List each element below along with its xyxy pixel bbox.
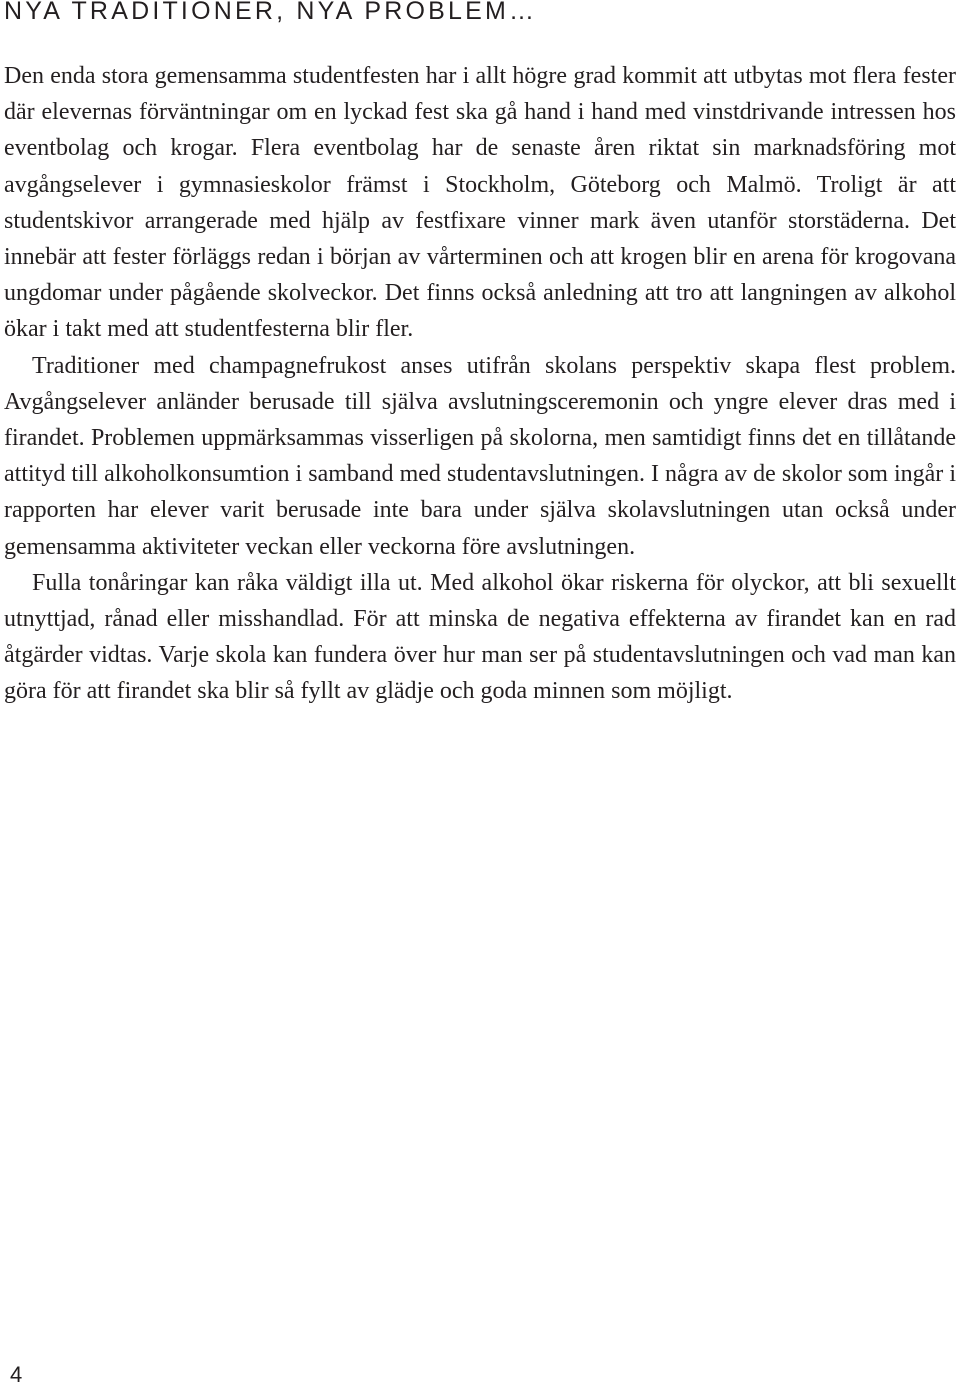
paragraph: Den enda stora gemensamma studentfesten har i allt högre grad kommit att utbytas mot flera fester där elevernas förväntningar om en lyckad fest ska gå hand i hand med vinstdrivande intressen hos eventbolag och krogar. Flera eventbolag har de senaste åren riktat sin marknadsföring mot avgångselever i gymnasieskolor främst i Stockholm, Göteborg och Malmö. Troligt är att studentskivor arrangerade med hjälp av festfixare vinner mark även utanför storstäderna. Det innebär att fester förläggs redan i början av vårterminen och att krogen blir en arena för krogovana ungdomar under pågående skolveckor. Det finns också anledning att tro att langningen av alkohol ökar i takt med att studentfesterna blir fler. [4,63,956,343]
page-number: 4 [10,1362,23,1387]
section-heading: NYA TRADITIONER, NYA PROBLEM… [4,0,538,25]
paragraph: Traditioner med champagnefrukost anses utifrån skolans perspektiv skapa flest problem. Avgångselever anländer berusade till själva avslutningsceremonin och yngre elever dras med i firandet. Problemen uppmärksammas visserligen på skolorna, men samtidigt finns det en tillåtande attityd till alkoholkonsumtion i samband med studentavslutningen. I några av de skolor som ingår i rapporten har elever varit berusade inte bara under själva skolavslutningen utan också under gemensamma aktiviteter veckan eller veckorna före avslutningen. [4,352,956,560]
body-text [4,58,956,710]
paragraph: Fulla tonåringar kan råka väldigt illa ut. Med alkohol ökar riskerna för olyckor, att bli sexuellt utnyttjad, rånad eller misshandlad. För att minska de negativa effekterna av firandet kan en rad åtgärder vidtas. Varje skola kan fundera över hur man ser på studentavslutningen och vad man kan göra för att firandet ska blir så fyllt av glädje och goda minnen som möjligt. [4,569,956,705]
